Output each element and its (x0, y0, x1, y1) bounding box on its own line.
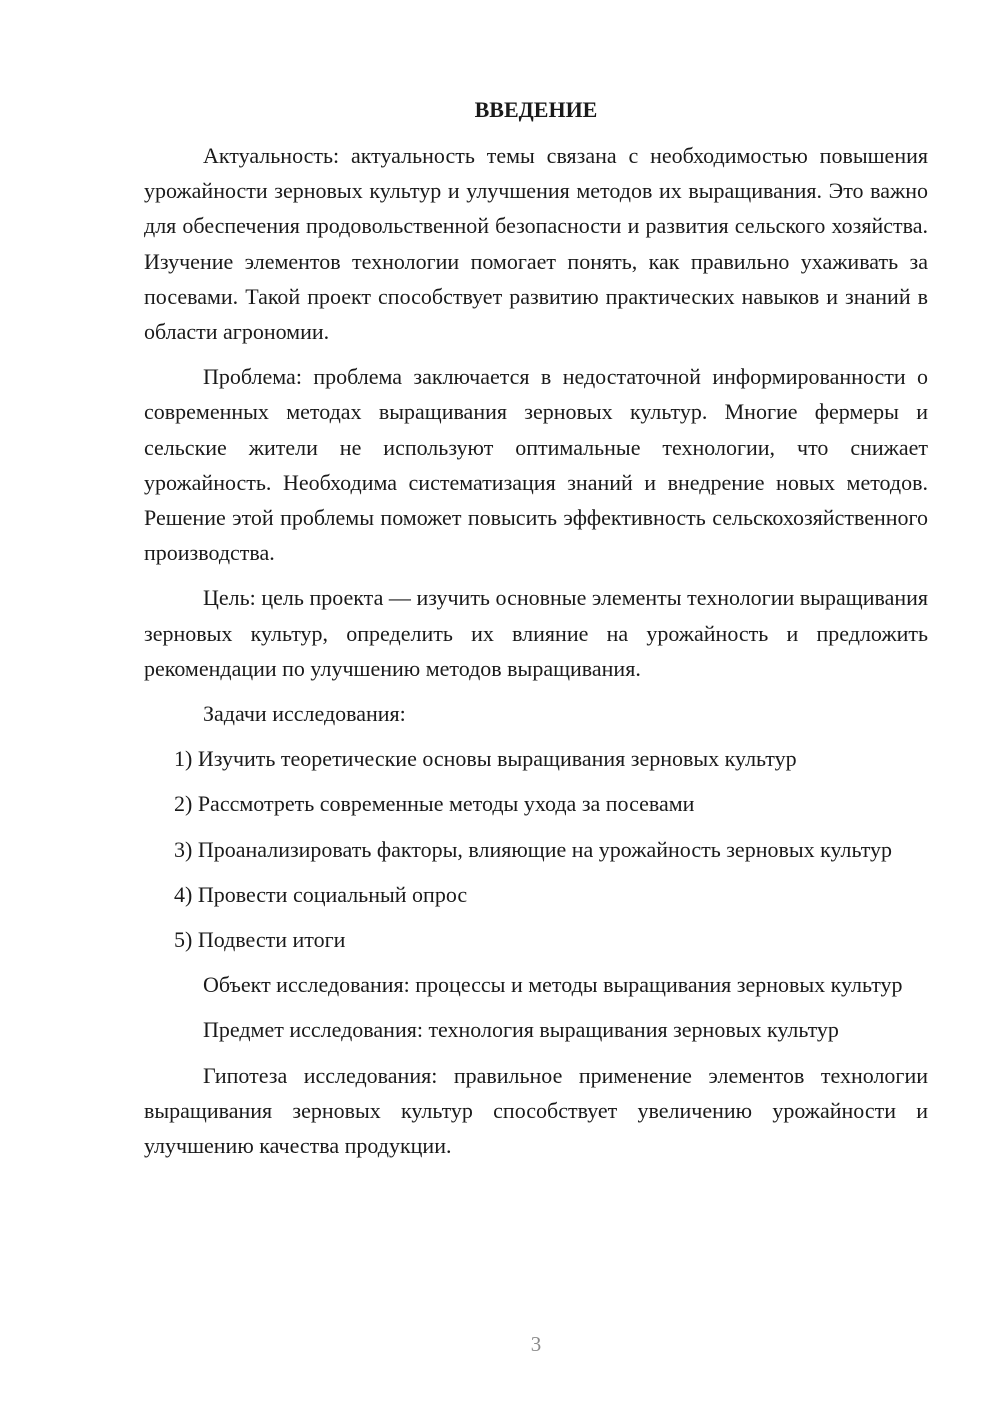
page-number: 3 (530, 1332, 542, 1356)
paragraph-object: Объект исследования: процессы и методы выращивания зерновых культур (203, 972, 903, 998)
task-item: 2) Рассмотреть современные методы ухода за посевами (174, 791, 695, 817)
task-item: 3) Проанализировать факторы, влияющие на урожайность зерновых культур (174, 836, 893, 862)
paragraph-relevance: Актуальность: актуальность темы связана с необходимостью повышения урожайности зерновых культур и улучшения методов их выращивания. Это важно для обеспечения продовольственной безопасности и развития сельского хозяйства. Изучение элементов технологии помогает понять, как правильно ухаживать за посевами. Такой проект способствует развитию практических навыков и знаний в области агрономии. (144, 143, 928, 345)
paragraph-goal: Цель: цель проекта — изучить основные элементы технологии выращивания зерновых культур, определить их влияние на урожайность и предложить рекомендации по улучшению методов выращивания. (144, 585, 928, 681)
paragraph-problem: Проблема: проблема заключается в недостаточной информированности о современных методах выращивания зерновых культур. Многие фермеры и сельские жители не используют оптимальные технологии, что снижает урожайность. Необходима систематизация знаний и внедрение новых методов. Решение этой проблемы поможет повысить эффективность сельскохозяйственного производства. (144, 364, 928, 566)
section-title: ВВЕДЕНИЕ (474, 97, 598, 122)
task-item: 1) Изучить теоретические основы выращивания зерновых культур (174, 746, 797, 772)
task-item: 4) Провести социальный опрос (174, 881, 468, 907)
paragraph-hypothesis: Гипотеза исследования: правильное применение элементов технологии выращивания зерновых культур способствует увеличению урожайности и улучшению качества продукции. (144, 1062, 928, 1159)
task-item: 5) Подвести итоги (174, 927, 346, 953)
document-page (144, 92, 928, 1173)
paragraph-tasks-heading: Задачи исследования: (203, 701, 406, 727)
paragraph-subject: Предмет исследования: технология выращивания зерновых культур (203, 1017, 839, 1043)
